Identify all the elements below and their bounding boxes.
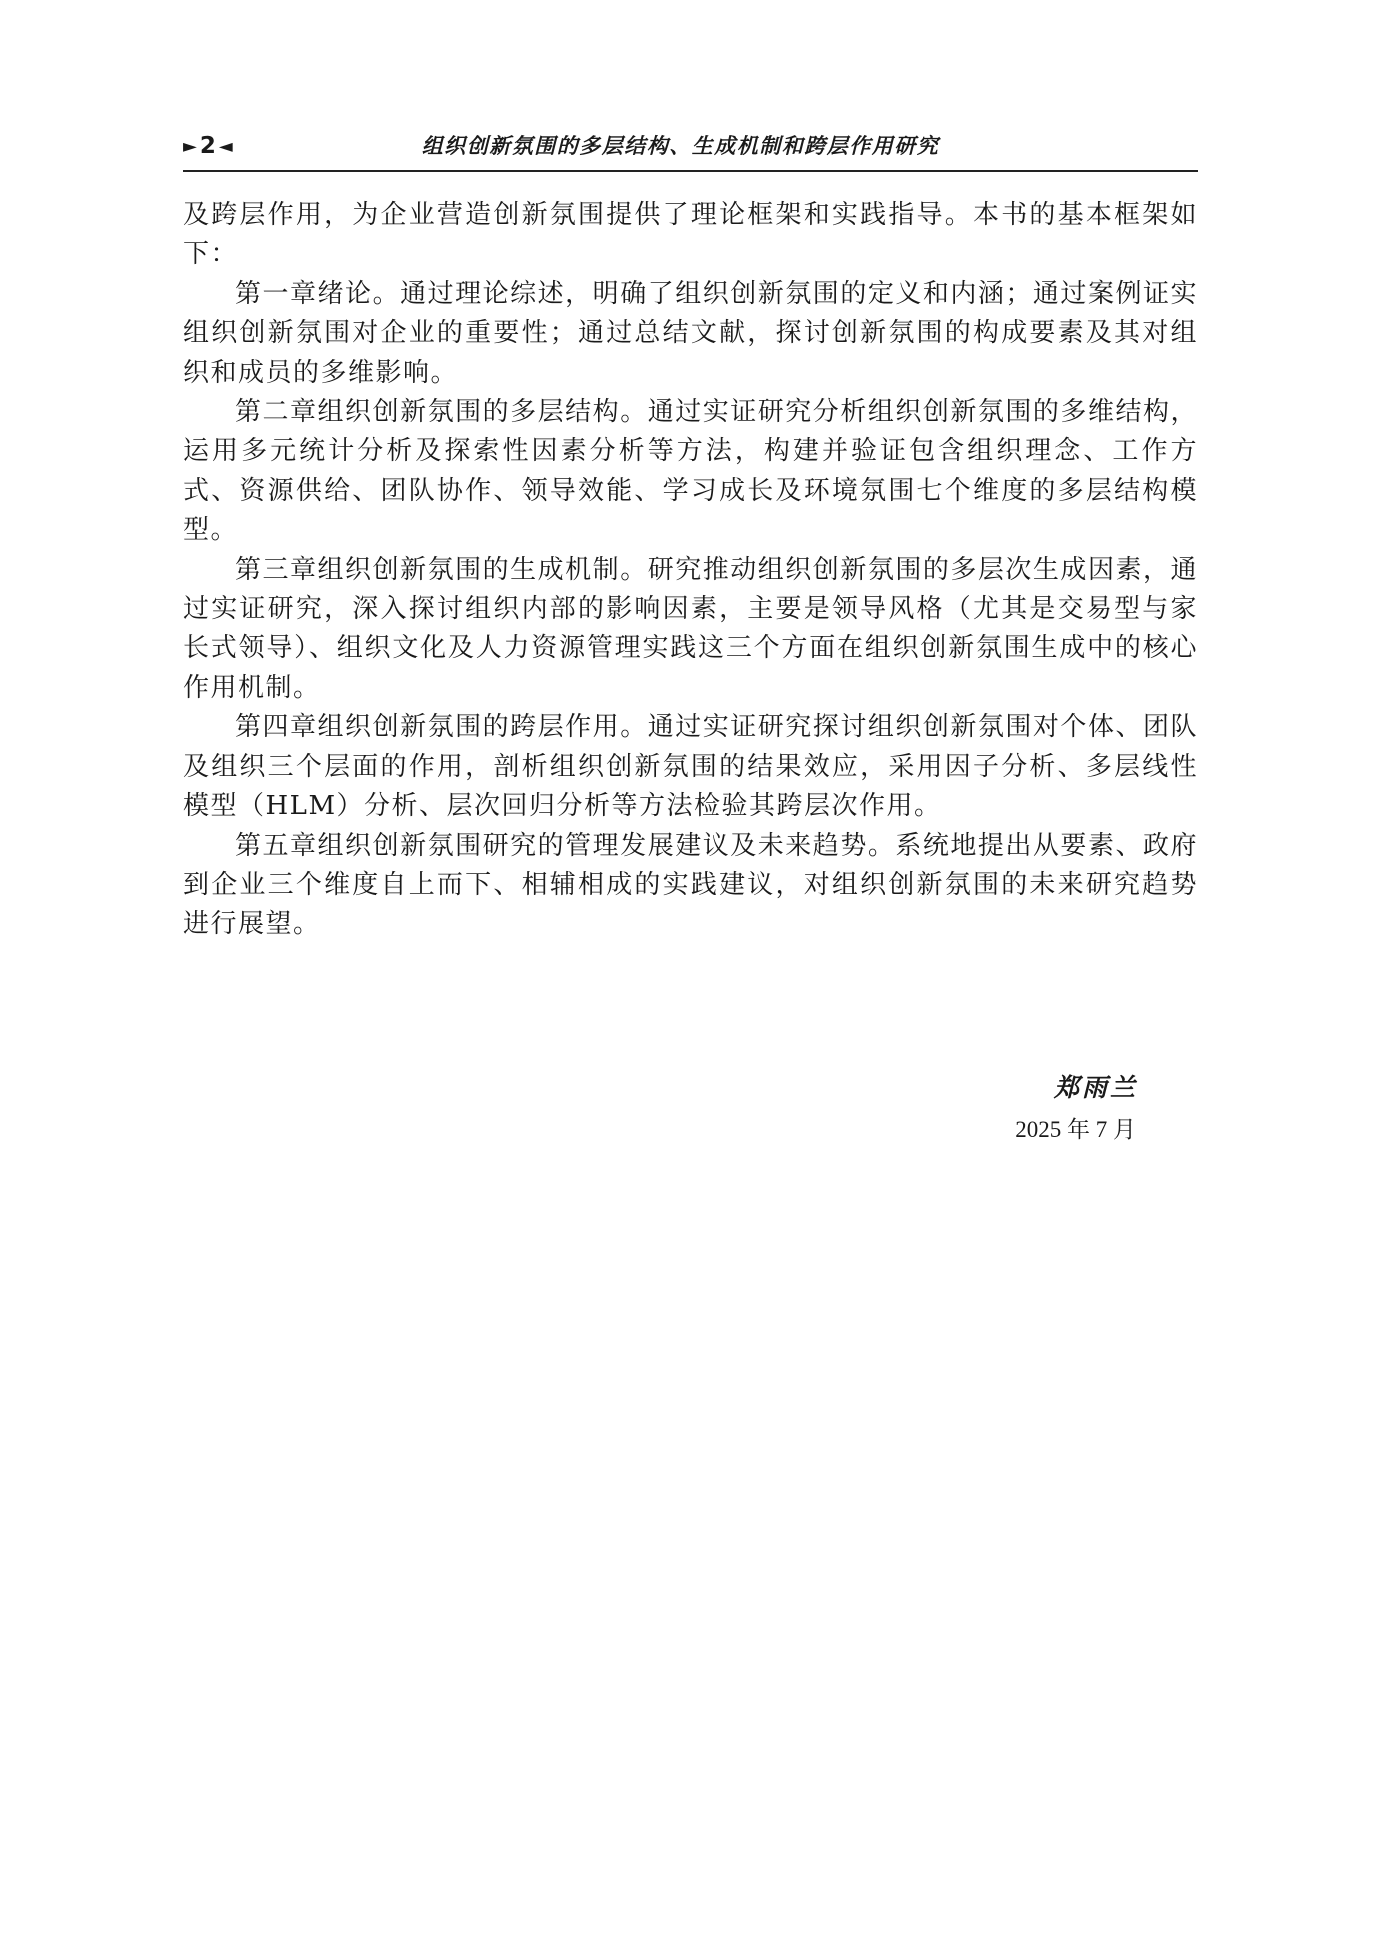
paragraph-chapter-3: 第三章组织创新氛围的生成机制。研究推动组织创新氛围的多层次生成因素，通过实证研究，深入探讨组织内部的影响因素，主要是领导风格（尤其是交易型与家长式领导）、组织文化及人力资源管理实践这三个方面在组织创新氛围生成中的核心作用机制。 — [183, 554, 1198, 703]
paragraph-chapter-2: 第二章组织创新氛围的多层结构。通过实证研究分析组织创新氛围的多维结构，运用多元统计分析及探索性因素分析等方法，构建并验证包含组织理念、工作方式、资源供给、团队协作、领导效能、学习成长及环境氛围七个维度的多层结构模型。 — [183, 397, 1198, 546]
left-pointer-icon: ◄ — [218, 136, 233, 157]
paragraph-chapter-5: 第五章组织创新氛围研究的管理发展建议及未来趋势。系统地提出从要素、政府到企业三个维度自上而下、相辅相成的实践建议，对组织创新氛围的未来研究趋势进行展望。 — [183, 830, 1198, 940]
signature-date: 2025 年 7 月 — [1015, 1117, 1136, 1142]
running-header — [183, 126, 1198, 172]
paragraph-chapter-4: 第四章组织创新氛围的跨层作用。通过实证研究探讨组织创新氛围对个体、团队及组织三个层面的作用，剖析组织创新氛围的结果效应，采用因子分析、多层线性模型（HLM）分析、层次回归分析等方法检验其跨层次作用。 — [183, 712, 1198, 822]
page-number-value: 2 — [199, 133, 216, 159]
signature-block — [980, 1070, 1180, 1148]
right-pointer-icon: ► — [183, 136, 197, 157]
paragraph-chapter-1: 第一章绪论。通过理论综述，明确了组织创新氛围的定义和内涵；通过案例证实组织创新氛围对企业的重要性；通过总结文献，探讨创新氛围的构成要素及其对组织和成员的多维影响。 — [183, 278, 1198, 388]
paragraph-continuation: 及跨层作用，为企业营造创新氛围提供了理论框架和实践指导。本书的基本框架如下： — [183, 200, 1198, 270]
page-number — [183, 130, 233, 163]
body-text — [183, 196, 1198, 945]
author-signature: 郑雨兰 — [1053, 1073, 1138, 1102]
running-header-title: 组织创新氛围的多层结构、生成机制和跨层作用研究 — [421, 134, 940, 158]
